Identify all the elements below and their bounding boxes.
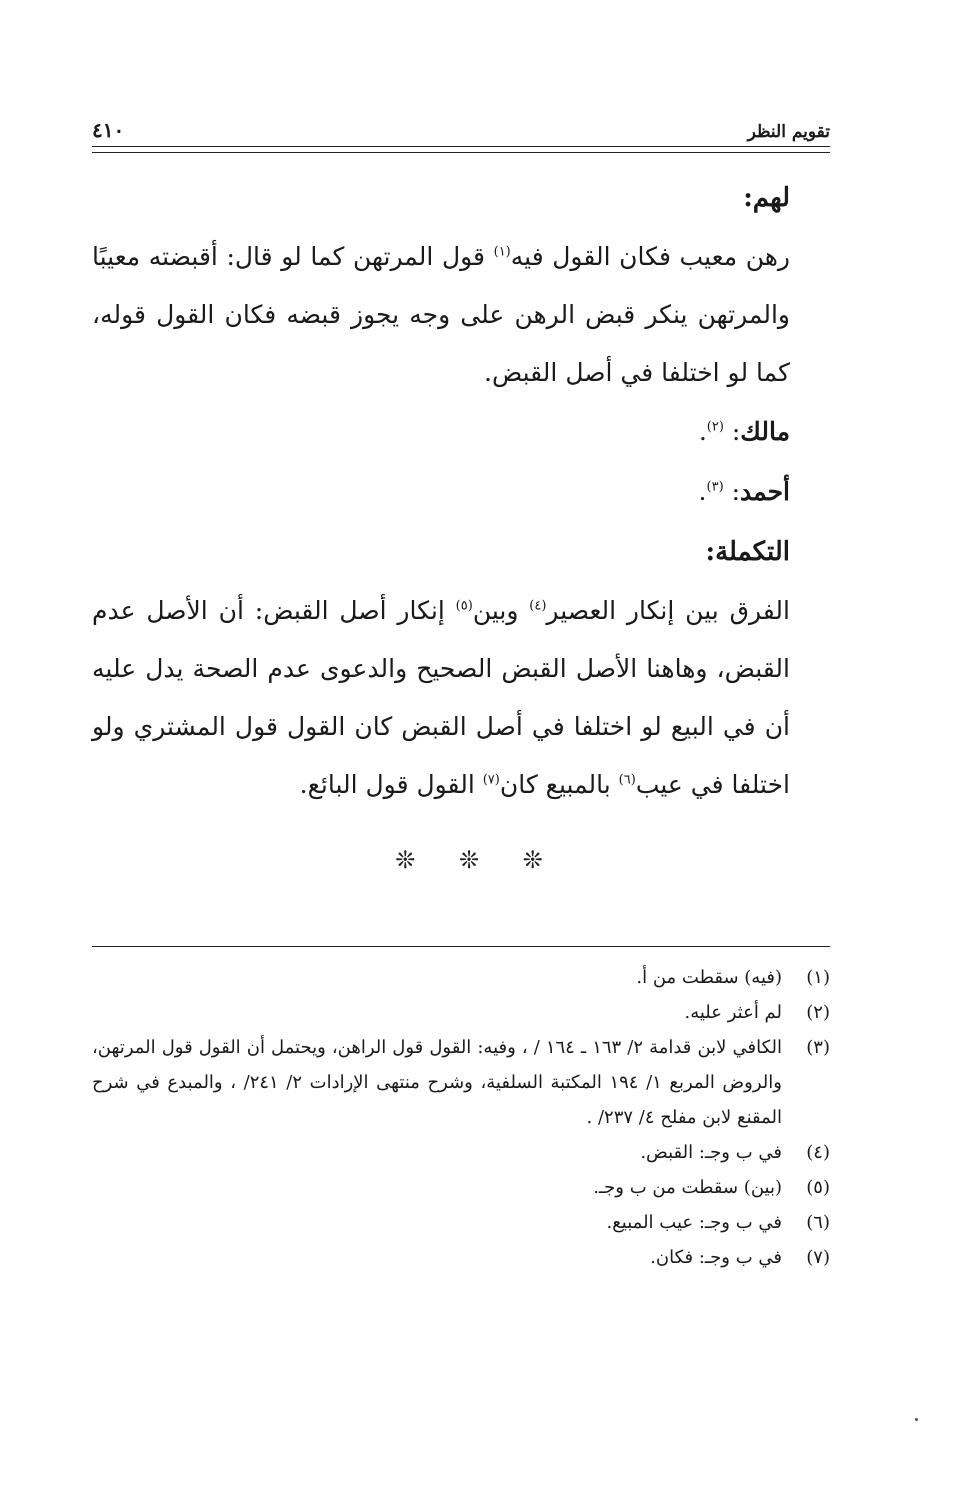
- book-title: تقويم النظر: [747, 122, 830, 142]
- footnote-rule: [92, 946, 830, 947]
- text-run: الفرق بين إنكار العصير: [546, 596, 790, 625]
- page-number: ٤١٠: [92, 118, 125, 142]
- footnote-text: (بين) سقطت من ب وجـ.: [593, 1177, 782, 1198]
- footnote-ref-2: (٢): [706, 419, 724, 435]
- footnote-item: [92, 1135, 830, 1170]
- malik-label: مالك: [740, 417, 790, 446]
- footnote-number: (٦): [806, 1212, 830, 1233]
- text-run: رهن معيب فكان القول فيه: [510, 242, 790, 271]
- text-run: إنكار أصل القبض: أن الأصل عدم القبض، وهاهنا الأصل القبض الصحيح والدعوى عدم الصحة يدل عليه أن في البيع لو اختلفا في أصل القبض كان القول قول المشتري ولو اختلفا في عيب: [92, 596, 790, 799]
- footnote-text: الكافي لابن قدامة ٢/ ١٦٣ ـ ١٦٤ / ، وفيه: القول قول الراهن، ويحتمل أن القول قول المرتهن، والروض المربع ١/ ١٩٤ المكتبة السلفية، وشرح منتهى الإرادات ٢/ ٢٤١/ ، والمبدع في شرح المقنع لابن مفلح ٤/ ٢٣٧/ .: [92, 1037, 782, 1128]
- period: .: [698, 477, 707, 506]
- footnote-item: [92, 1205, 830, 1240]
- ahmad-label: أحمد: [740, 477, 790, 506]
- footnote-number: (١): [806, 967, 830, 988]
- footnotes: [92, 960, 830, 1275]
- separator: :: [723, 417, 741, 446]
- footnote-text: (فيه) سقطت من أ.: [636, 967, 782, 988]
- footnote-number: (٤): [806, 1142, 830, 1163]
- paragraph-takmila: [92, 582, 790, 814]
- footnote-text: في ب وجـ: القبض.: [640, 1142, 782, 1163]
- footnote-item: [92, 1030, 830, 1135]
- footnote-item: [92, 1240, 830, 1275]
- text-run: بالمبيع كان: [499, 770, 619, 799]
- text-run: قول المرتهن كما لو قال: أقبضته معيبًا والمرتهن ينكر قبض الرهن على وجه يجوز قبضه فكان القول قوله، كما لو اختلفا في أصل القبض.: [92, 242, 790, 387]
- footnote-item: [92, 1170, 830, 1205]
- running-header: [92, 112, 830, 142]
- paragraph-lahum: [92, 228, 790, 402]
- scan-speck: [915, 1418, 918, 1421]
- text-run: القول قول البائع.: [299, 770, 483, 799]
- period: .: [698, 417, 707, 446]
- footnote-number: (٧): [806, 1247, 830, 1268]
- header-double-rule: [92, 146, 830, 153]
- footnote-item: [92, 995, 830, 1030]
- footnote-text: في ب وجـ: عيب المبيع.: [606, 1212, 782, 1233]
- footnote-number: (٣): [806, 1037, 830, 1058]
- footnote-ref-6: (٦): [618, 772, 636, 788]
- text-run: وبين: [472, 596, 530, 625]
- separator: :: [723, 477, 741, 506]
- footnote-number: (٢): [806, 1002, 830, 1023]
- footnote-ref-5: (٥): [455, 598, 473, 614]
- footnote-ref-3: (٣): [706, 479, 724, 495]
- heading-lahum: لهم:: [743, 183, 790, 213]
- footnote-text: في ب وجـ: فكان.: [650, 1247, 782, 1268]
- heading-takmila: التكملة:: [705, 537, 790, 567]
- footnote-text: لم أعثر عليه.: [684, 1002, 782, 1023]
- footnote-ref-4: (٤): [529, 598, 547, 614]
- malik-line: [92, 402, 790, 462]
- footnote-ref-7: (٧): [482, 772, 500, 788]
- footnote-number: (٥): [806, 1177, 830, 1198]
- main-text: [92, 168, 790, 814]
- footnote-ref-1: (١): [493, 244, 511, 260]
- ahmad-line: [92, 462, 790, 522]
- footnote-item: [92, 960, 830, 995]
- section-separator-stars: ❊ ❊ ❊: [395, 846, 561, 874]
